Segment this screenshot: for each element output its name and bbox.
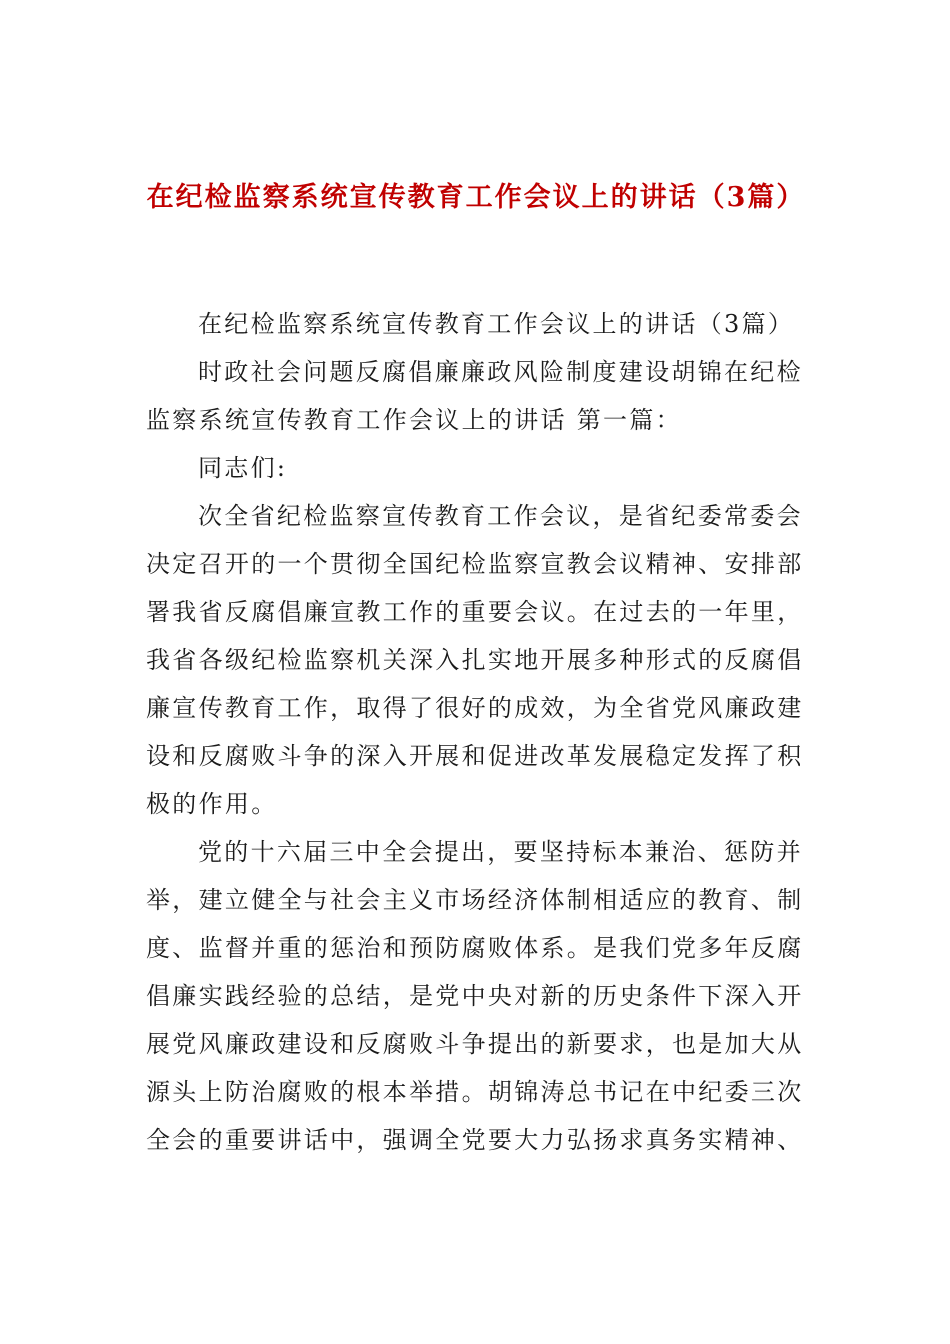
paragraph-body-1: 次全省纪检监察宣传教育工作会议，是省纪委常委会决定召开的一个贯彻全国纪检监察宣教会议精神、安排部署我省反腐倡廉宣教工作的重要会议。在过去的一年里，我省各级纪检监察机关深入扎实地开展多种形式的反腐倡廉宣传教育工作，取得了很好的成效，为全省党风廉政建设和反腐败斗争的深入开展和促进改革发展稳定发挥了积极的作用。 xyxy=(146,502,804,818)
document-title: 在纪检监察系统宣传教育工作会议上的讲话（3篇） xyxy=(146,182,806,213)
document-body xyxy=(146,300,806,1164)
paragraph-subtitle: 在纪检监察系统宣传教育工作会议上的讲话（3篇） xyxy=(198,310,795,338)
paragraph-salutation: 同志们: xyxy=(198,454,288,482)
paragraph-heading: 时政社会问题反腐倡廉廉政风险制度建设胡锦在纪检监察系统宣传教育工作会议上的讲话 第一篇： xyxy=(146,358,803,434)
paragraph-body-2: 党的十六届三中全会提出，要坚持标本兼治、惩防并举，建立健全与社会主义市场经济体制相适应的教育、制度、监督并重的惩治和预防腐败体系。是我们党多年反腐倡廉实践经验的总结，是党中央对新的历史条件下深入开展党风廉政建设和反腐败斗争提出的新要求，也是加大从源头上防治腐败的根本举措。胡锦涛总书记在中纪委三次全会的重要讲话中，强调全党要大力弘扬求真务实精神、 xyxy=(146,838,804,1154)
